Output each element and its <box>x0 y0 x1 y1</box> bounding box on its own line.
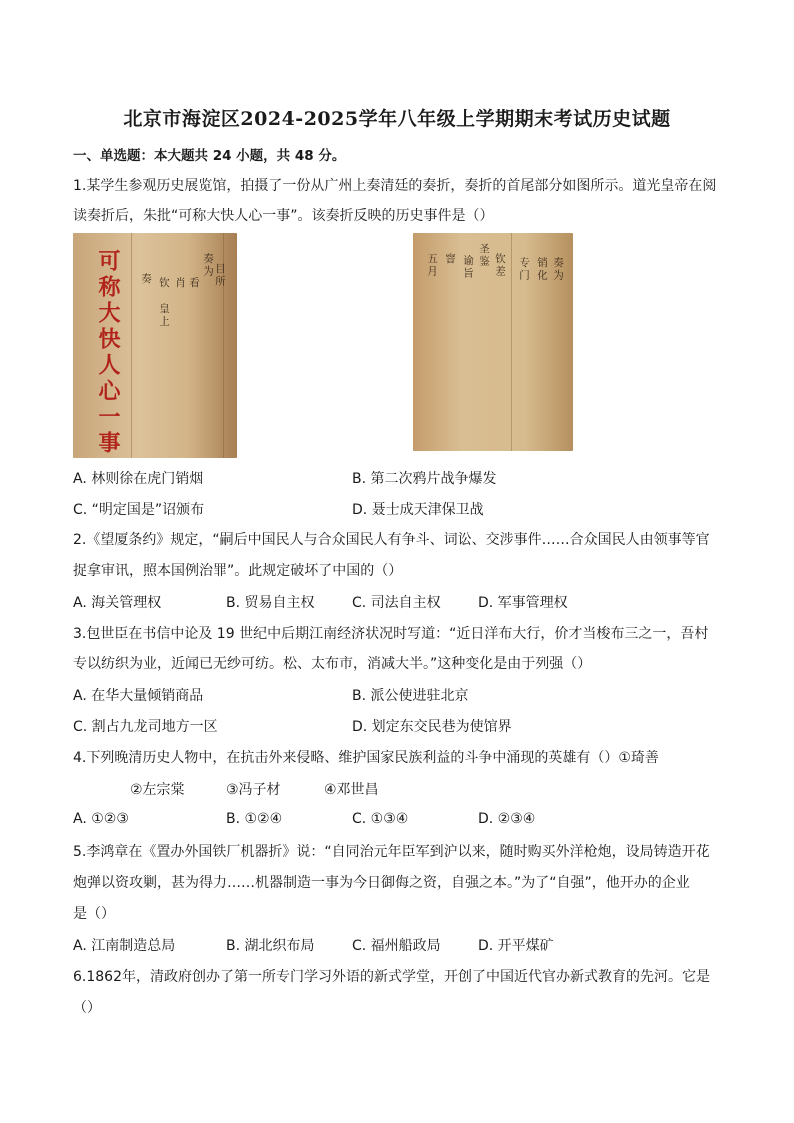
q2-option-d: D. 军事管理权 <box>478 595 568 611</box>
memorial-text-column: 奏为 <box>202 253 214 278</box>
memorial-text-column: 皇上 <box>158 303 170 328</box>
q4-option-b: B. ①②④ <box>226 811 283 827</box>
q5-option-b: B. 湖北织布局 <box>226 938 315 954</box>
question-5-text-cont: 炮弹以资攻剿，甚为得力……机器制造一事为今日御侮之资，自强之本。”为了“自强”，他开办的企业 <box>73 875 690 891</box>
memorial-text-column: 谕旨 <box>462 255 474 280</box>
q1-option-d: D. 聂士成天津保卫战 <box>352 502 484 518</box>
q2-option-c: C. 司法自主权 <box>352 595 441 611</box>
q4-option-c: C. ①③④ <box>352 811 409 827</box>
question-6-text-cont: （） <box>73 1000 101 1016</box>
memorial-text-column: 奏为 <box>552 257 564 282</box>
question-1-text-cont: 读奏折后，朱批“可称大快人心一事”。该奏折反映的历史事件是（） <box>73 208 494 224</box>
q2-option-a: A. 海关管理权 <box>73 595 162 611</box>
memorial-text-column: 看 <box>188 277 200 290</box>
question-2-text-cont: 捉拿审讯，照本国例治罪”。此规定破坏了中国的（） <box>73 563 403 579</box>
section-heading: 一、单选题：本大题共 24 小题，共 48 分。 <box>73 148 346 164</box>
q3-option-c: C. 割占九龙司地方一区 <box>73 719 218 735</box>
q5-option-c: C. 福州船政局 <box>352 938 441 954</box>
q4-item-3: ③冯子材 <box>226 782 281 798</box>
page-title: 北京市海淀区2024-2025学年八年级上学期期末考试历史试题 <box>123 108 671 130</box>
q1-option-b: B. 第二次鸦片战争爆发 <box>352 471 497 487</box>
q4-option-a: A. ①②③ <box>73 811 129 827</box>
question-5-text-end: 是（） <box>73 906 115 922</box>
question-2-text: 2.《望厦条约》规定，“嗣后中国民人与合众国民人有争斗、词讼、交涉事件……合众国民人由领事等官 <box>73 532 710 548</box>
q3-option-a: A. 在华大量倾销商品 <box>73 688 204 704</box>
question-4-text: 4.下列晚清历史人物中，在抗击外来侵略、维护国家民族利益的斗争中涌现的英雄有（）①琦善 <box>73 750 659 766</box>
memorial-text-column: 专门 <box>518 257 530 282</box>
question-1-text: 1.某学生参观历史展览馆，拍摄了一份从广州上奏清廷的奏折，奏折的首尾部分如图所示。道光皇帝在阅 <box>73 178 717 194</box>
question-6-text: 6.1862年，清政府创办了第一所专门学习外语的新式学堂，开创了中国近代官办新式教育的先河。它是 <box>73 969 710 985</box>
memorial-photo-end <box>73 233 237 458</box>
memorial-text-column: 窨 <box>444 253 456 266</box>
q1-option-c: C. “明定国是”诏颁布 <box>73 502 205 518</box>
memorial-text-column: 钦差 <box>494 253 506 278</box>
memorial-photo-start <box>413 233 573 451</box>
memorial-text-column: 奏 <box>140 273 152 286</box>
q4-item-2: ②左宗棠 <box>130 782 185 798</box>
question-3-text: 3.包世臣在书信中论及 19 世纪中后期江南经济状况时写道：“近日洋布大行，价才当梭布三之一，吾村 <box>73 626 709 642</box>
question-5-text: 5.李鸿章在《置办外国铁厂机器折》说：“自同治元年臣军到沪以来，随时购买外洋枪炮，设局铸造开花 <box>73 844 710 860</box>
memorial-text-column: 肖 <box>174 277 186 290</box>
memorial-text-column: 销化 <box>536 257 548 282</box>
memorial-text-column: 钦 <box>158 277 170 290</box>
q5-option-a: A. 江南制造总局 <box>73 938 176 954</box>
memorial-text-column: 圣鉴 <box>478 243 490 268</box>
q5-option-d: D. 开平煤矿 <box>478 938 554 954</box>
q2-option-b: B. 贸易自主权 <box>226 595 315 611</box>
question-3-text-cont: 专以纺织为业，近闻已无纱可纺。松、太布市，消减大半。”这种变化是由于列强（） <box>73 656 592 672</box>
vermilion-annotation: 可称大快人心一事 <box>95 249 121 457</box>
q1-option-a: A. 林则徐在虎门销烟 <box>73 471 204 487</box>
q4-option-d: D. ②③④ <box>478 811 536 827</box>
q3-option-d: D. 划定东交民巷为使馆界 <box>352 719 512 735</box>
q3-option-b: B. 派公使进驻北京 <box>352 688 469 704</box>
memorial-text-column: 五月 <box>426 253 438 278</box>
memorial-text-column: 目所 <box>214 263 226 288</box>
q4-item-4: ④邓世昌 <box>324 782 379 798</box>
